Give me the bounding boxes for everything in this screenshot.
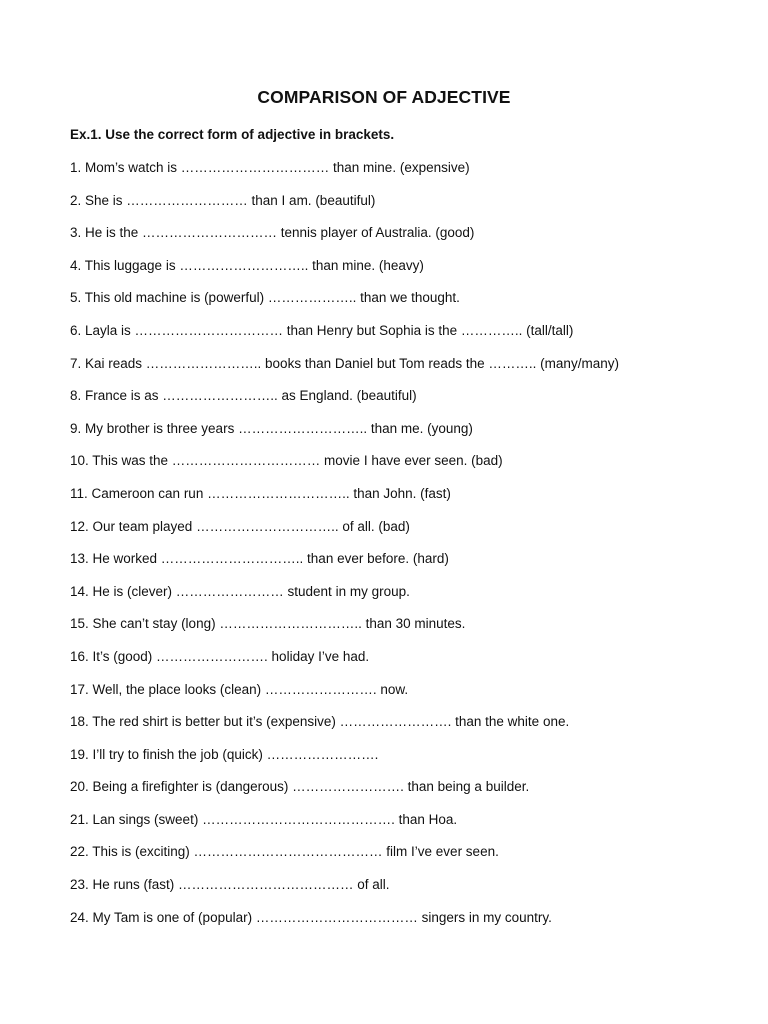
question-9: 9. My brother is three years ……………………….. than me. (young): [70, 420, 473, 436]
question-4: 4. This luggage is ……………………….. than mine. (heavy): [70, 257, 424, 273]
question-15: 15. She can’t stay (long) ………………………….. than 30 minutes.: [70, 616, 466, 632]
question-1: 1. Mom’s watch is …………………………… than mine. (expensive): [70, 160, 470, 175]
question-5: 5. This old machine is (powerful) ……………….. than we thought.: [70, 290, 460, 306]
question-23: 23. He runs (fast) ………………………………… of all.: [70, 877, 390, 893]
question-16: 16. It’s (good) ……………………. holiday I’ve had.: [70, 648, 370, 664]
question-3: 3. He is the ………………………… tennis player of Australia. (good): [70, 225, 475, 241]
question-7: 7. Kai reads …………………….. books than Daniel but Tom reads the ……….. (many/many): [70, 355, 619, 371]
question-22: 22. This is (exciting) …………………………………… film I’ve ever seen.: [70, 844, 499, 860]
question-20: 20. Being a firefighter is (dangerous) ……………………. than being a builder.: [70, 779, 530, 795]
question-21: 21. Lan sings (sweet) ……………………………………. than Hoa.: [70, 811, 458, 827]
question-list: [70, 158, 619, 940]
question-2: 2. She is ……………………… than I am. (beautiful): [70, 192, 376, 208]
question-11: 11. Cameroon can run ………………………….. than John. (fast): [70, 485, 451, 501]
question-24: 24. My Tam is one of (popular) ……………………………… singers in my country.: [70, 909, 552, 925]
question-19: 19. I’ll try to finish the job (quick) …………………….: [70, 746, 379, 762]
question-6: 6. Layla is …………………………… than Henry but Sophia is the ………….. (tall/tall): [70, 322, 574, 338]
question-14: 14. He is (clever) …………………… student in my group.: [70, 583, 410, 599]
question-17: 17. Well, the place looks (clean) ……………………. now.: [70, 681, 409, 697]
question-18: 18. The red shirt is better but it’s (expensive) ……………………. than the white one.: [70, 714, 570, 730]
page-title: COMPARISON OF ADJECTIVE: [257, 87, 511, 107]
exercise-instruction: Ex.1. Use the correct form of adjective in brackets.: [70, 127, 395, 142]
question-8: 8. France is as …………………….. as England. (beautiful): [70, 388, 417, 404]
question-10: 10. This was the …………………………… movie I have ever seen. (bad): [70, 453, 503, 469]
question-13: 13. He worked ………………………….. than ever before. (hard): [70, 551, 449, 567]
question-12: 12. Our team played ………………………….. of all. (bad): [70, 518, 410, 534]
